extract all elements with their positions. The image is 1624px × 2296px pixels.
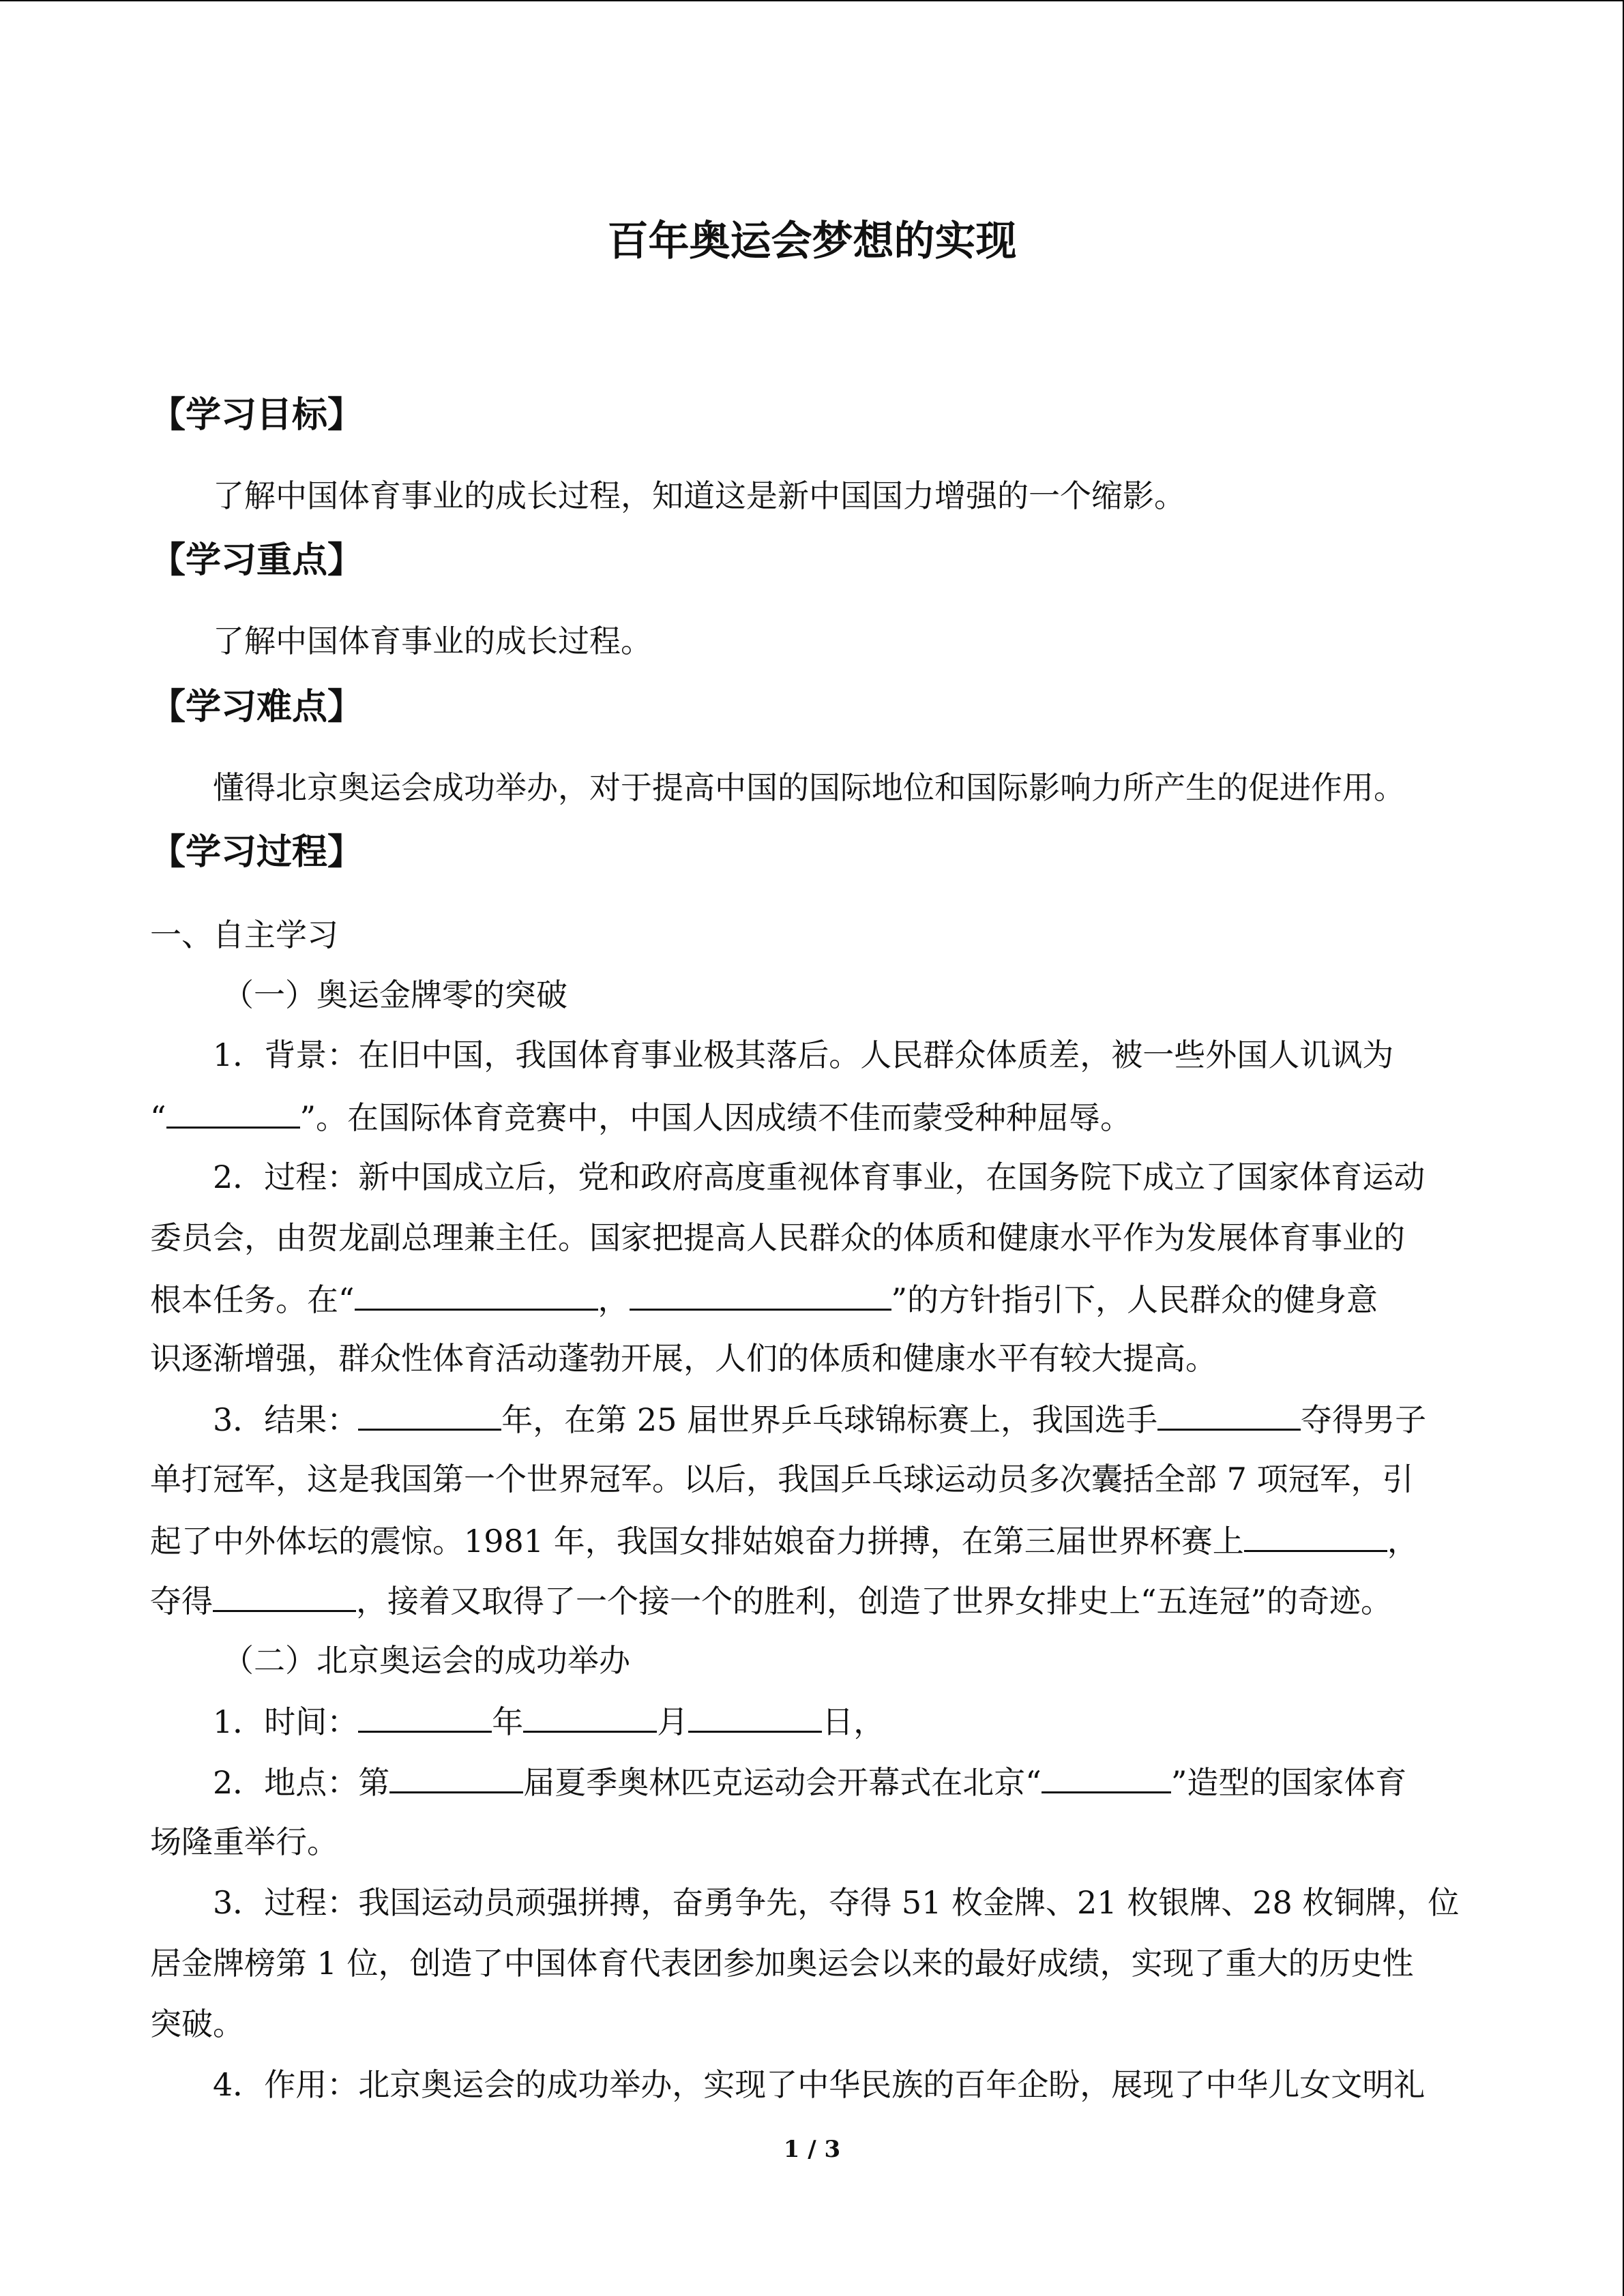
text-fragment: 根本任务。在“	[150, 1281, 355, 1318]
sub2-item2-line2: 场隆重举行。	[150, 1823, 338, 1860]
sub2-item3-line3: 突破。	[150, 2006, 244, 2042]
text-fragment: 夺得	[150, 1583, 213, 1620]
sub1-item2-line4: 识逐渐增强，群众性体育活动蓬勃开展，人们的体质和健康水平有较大提高。	[150, 1340, 1217, 1377]
fill-blank[interactable]	[389, 1760, 523, 1793]
sub1-item1-line1: 1．背景：在旧中国，我国体育事业极其落后。人民群众体质差，被一些外国人讥讽为	[213, 1037, 1394, 1073]
text-fragment: ”的方针指引下，人民群众的健身意	[891, 1281, 1378, 1318]
text-fragment: “	[150, 1099, 166, 1136]
text-fragment: 年	[492, 1703, 524, 1740]
sub1-item3-line3	[150, 1519, 1419, 1562]
sub1-title: （一）奥运金牌零的突破	[222, 976, 567, 1013]
sub1-item2-line2: 委员会，由贺龙副总理兼主任。国家把提高人民群众的体质和健康水平作为发展体育事业的	[150, 1219, 1405, 1256]
text-fragment: ，	[1387, 1523, 1419, 1560]
fill-blank[interactable]	[355, 1277, 598, 1311]
key-point-text: 了解中国体育事业的成长过程。	[213, 623, 652, 659]
fill-blank[interactable]	[213, 1579, 356, 1612]
text-fragment: ，	[597, 1281, 630, 1318]
text-fragment: 2．地点：第	[213, 1764, 390, 1801]
sub1-item2-line3	[150, 1277, 1378, 1321]
fill-blank[interactable]	[630, 1277, 891, 1311]
sub1-item3-line2: 单打冠军，这是我国第一个世界冠军。以后，我国乒乓球运动员多次囊括全部 7 项冠军，引	[150, 1461, 1414, 1497]
sub2-item2-line1	[213, 1760, 1406, 1804]
fill-blank[interactable]	[358, 1699, 492, 1733]
text-fragment: 3．结果：	[213, 1401, 359, 1438]
sub2-item1-line1	[213, 1699, 885, 1743]
fill-blank[interactable]	[688, 1699, 822, 1733]
sub1-item1-line2	[150, 1095, 1132, 1139]
text-fragment: 夺得男子	[1301, 1401, 1427, 1438]
text-fragment: 届夏季奥林匹克运动会开幕式在北京“	[523, 1764, 1042, 1801]
sub2-item3-line2: 居金牌榜第 1 位，创造了中国体育代表团参加奥运会以来的最好成绩，实现了重大的历史性	[150, 1945, 1414, 1982]
text-fragment: ，接着又取得了一个接一个的胜利，创造了世界女排史上“五连冠”的奇迹。	[356, 1583, 1393, 1620]
heading-learning-process: 【学习过程】	[150, 831, 364, 873]
heading-difficulty: 【学习难点】	[150, 686, 364, 728]
sub1-item2-line1: 2．过程：新中国成立后，党和政府高度重视体育事业，在国务院下成立了国家体育运动	[213, 1159, 1426, 1195]
fill-blank[interactable]	[358, 1397, 501, 1431]
goal-text: 了解中国体育事业的成长过程，知道这是新中国国力增强的一个缩影。	[213, 477, 1185, 514]
document-title: 百年奥运会梦想的实现	[607, 218, 1017, 265]
sub1-item3-line4	[150, 1579, 1392, 1622]
fill-blank[interactable]	[1157, 1397, 1301, 1431]
text-fragment: 月	[657, 1703, 689, 1740]
text-fragment: 起了中外体坛的震惊。1981 年，我国女排姑娘奋力拼搏，在第三届世界杯赛上	[150, 1523, 1244, 1560]
sub2-item3-line1: 3．过程：我国运动员顽强拼搏，奋勇争先，夺得 51 枚金牌、21 枚银牌、28 枚铜牌，位	[213, 1884, 1460, 1921]
text-fragment: ”造型的国家体育	[1170, 1764, 1407, 1801]
fill-blank[interactable]	[523, 1699, 657, 1733]
sub1-item3-line1	[213, 1397, 1426, 1441]
text-fragment: ”。在国际体育竞赛中，中国人因成绩不佳而蒙受种种屈辱。	[299, 1099, 1132, 1136]
heading-learning-goal: 【学习目标】	[150, 394, 364, 436]
fill-blank[interactable]	[166, 1095, 300, 1129]
sub2-title: （二）北京奥运会的成功举办	[222, 1642, 630, 1679]
text-fragment: 1．时间：	[213, 1703, 359, 1740]
text-fragment: 日，	[822, 1703, 885, 1740]
heading-key-point: 【学习重点】	[150, 539, 364, 581]
difficulty-text: 懂得北京奥运会成功举办，对于提高中国的国际地位和国际影响力所产生的促进作用。	[213, 769, 1405, 806]
page-number: 1 / 3	[783, 2136, 841, 2163]
fill-blank[interactable]	[1244, 1519, 1387, 1552]
part1-title: 一、自主学习	[150, 916, 338, 953]
sub2-item4-line1: 4．作用：北京奥运会的成功举办，实现了中华民族的百年企盼，展现了中华儿女文明礼	[213, 2066, 1426, 2103]
fill-blank[interactable]	[1042, 1760, 1171, 1793]
text-fragment: 年，在第 25 届世界乒乓球锦标赛上，我国选手	[501, 1401, 1158, 1438]
